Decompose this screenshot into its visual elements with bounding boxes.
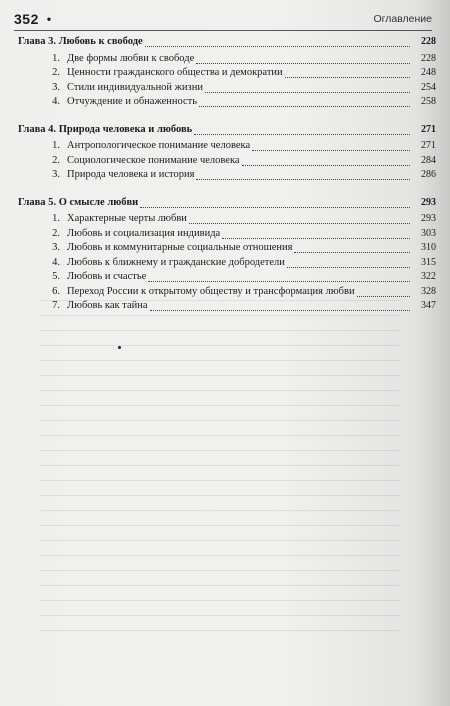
section-number: 1. bbox=[52, 140, 60, 151]
chapter-page: 271 bbox=[421, 123, 436, 135]
section-row bbox=[18, 155, 436, 170]
section-page: 328 bbox=[421, 285, 436, 297]
section-number: 7. bbox=[52, 300, 60, 311]
section-title: Любовь как тайна bbox=[67, 300, 148, 311]
leader-dots bbox=[145, 45, 410, 47]
section-title: Характерные черты любви bbox=[67, 213, 187, 224]
leader-dots bbox=[287, 266, 410, 268]
section-number: 3. bbox=[52, 169, 60, 180]
section-number: 1. bbox=[52, 213, 60, 224]
section-page: 347 bbox=[421, 300, 436, 311]
header-rule bbox=[14, 30, 432, 31]
chapter-number: Глава 3. bbox=[18, 36, 57, 47]
section-number: 4. bbox=[52, 256, 60, 268]
chapter-5 bbox=[18, 197, 436, 315]
chapter-number: Глава 5. bbox=[18, 196, 57, 208]
section-row bbox=[18, 96, 436, 111]
leader-dots bbox=[252, 149, 410, 151]
section-title: Стили индивидуальной жизни bbox=[67, 81, 203, 93]
section-title: Любовь к ближнему и гражданские добродетели bbox=[67, 256, 285, 268]
section-title: Ценности гражданского общества и демократии bbox=[67, 67, 283, 78]
section-title: Отчуждение и обнаженность bbox=[67, 96, 198, 107]
chapter-number: Глава 4. bbox=[18, 123, 57, 135]
section-number: 3. bbox=[52, 242, 60, 253]
section-title: Две формы любви к свободе bbox=[67, 52, 195, 64]
section-page: 248 bbox=[421, 67, 436, 78]
leader-dots bbox=[357, 295, 410, 297]
leader-dots bbox=[294, 251, 410, 253]
section-page: 286 bbox=[421, 169, 436, 180]
section-page: 310 bbox=[421, 242, 436, 253]
section-page: 303 bbox=[421, 227, 436, 239]
section-title: Антропологическое понимание человека bbox=[67, 140, 251, 151]
section-row bbox=[18, 169, 436, 184]
table-of-contents bbox=[18, 36, 436, 328]
leader-dots bbox=[189, 222, 410, 224]
section-number: 3. bbox=[52, 81, 60, 93]
section-page: 293 bbox=[421, 213, 436, 224]
section-number: 6. bbox=[52, 285, 60, 297]
section-page: 228 bbox=[421, 52, 436, 64]
leader-dots bbox=[194, 133, 410, 135]
section-number: 2. bbox=[52, 154, 60, 166]
section-page: 315 bbox=[421, 256, 436, 268]
section-row bbox=[18, 271, 436, 286]
ink-speck bbox=[118, 346, 121, 349]
chapter-page: 228 bbox=[421, 36, 436, 47]
chapter-title: Любовь к свободе bbox=[58, 36, 143, 47]
section-row bbox=[18, 257, 436, 272]
section-title: Любовь и социализация индивида bbox=[67, 227, 221, 239]
chapter-title-row bbox=[18, 197, 436, 212]
section-row bbox=[18, 300, 436, 315]
section-number: 4. bbox=[52, 96, 60, 107]
leader-dots bbox=[242, 164, 410, 166]
chapter-3 bbox=[18, 36, 436, 111]
section-page: 254 bbox=[421, 81, 436, 93]
page-header bbox=[14, 10, 432, 28]
leader-dots bbox=[196, 178, 410, 180]
section-page: 258 bbox=[421, 96, 436, 107]
section-row bbox=[18, 213, 436, 228]
chapter-title: Природа человека и любовь bbox=[58, 123, 193, 135]
header-left bbox=[14, 11, 51, 27]
leader-dots bbox=[196, 62, 410, 64]
section-page: 284 bbox=[421, 154, 436, 166]
leader-dots bbox=[150, 309, 410, 311]
bleed-through-text bbox=[40, 300, 400, 680]
leader-dots bbox=[285, 76, 410, 78]
chapter-4 bbox=[18, 124, 436, 184]
section-number: 2. bbox=[52, 227, 60, 239]
leader-dots bbox=[222, 237, 410, 239]
section-row bbox=[18, 82, 436, 97]
section-title: Любовь и счастье bbox=[67, 271, 147, 282]
page-number: 352 bbox=[14, 11, 39, 27]
section-row bbox=[18, 286, 436, 301]
section-page: 271 bbox=[421, 140, 436, 151]
leader-dots bbox=[199, 105, 410, 107]
header-bullet: • bbox=[46, 12, 52, 26]
section-title: Природа человека и история bbox=[67, 169, 195, 180]
leader-dots bbox=[140, 206, 410, 208]
section-page: 322 bbox=[421, 271, 436, 282]
section-number: 5. bbox=[52, 271, 60, 282]
section-number: 2. bbox=[52, 67, 60, 78]
section-title: Переход России к открытому обществу и трансформация любви bbox=[67, 285, 355, 297]
section-row bbox=[18, 67, 436, 82]
chapter-page: 293 bbox=[421, 196, 436, 208]
leader-dots bbox=[148, 280, 410, 282]
leader-dots bbox=[205, 91, 410, 93]
chapter-title-row bbox=[18, 36, 436, 51]
section-row bbox=[18, 140, 436, 155]
section-row bbox=[18, 228, 436, 243]
section-row bbox=[18, 53, 436, 68]
chapter-title-row bbox=[18, 124, 436, 139]
section-title: Любовь и коммунитарные социальные отношения bbox=[67, 242, 293, 253]
running-title: Оглавление bbox=[373, 13, 432, 25]
section-number: 1. bbox=[52, 52, 60, 64]
chapter-title: О смысле любви bbox=[58, 196, 139, 208]
section-row bbox=[18, 242, 436, 257]
section-title: Социологическое понимание человека bbox=[67, 154, 240, 166]
